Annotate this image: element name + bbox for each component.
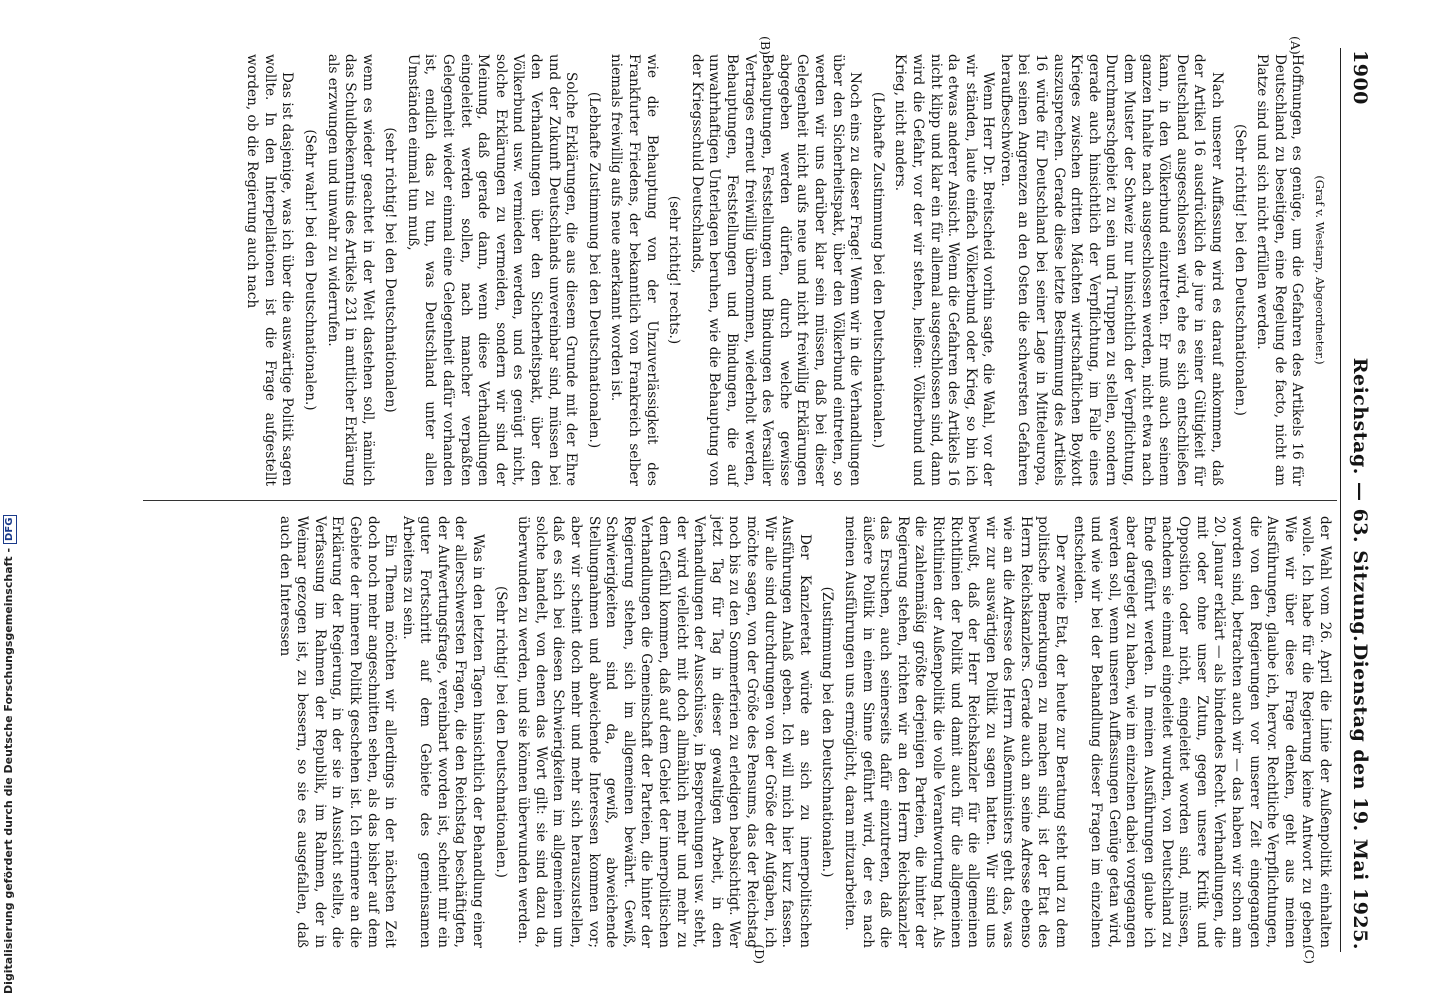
header-rule — [1340, 48, 1341, 952]
interjection: (Lebhafte Zustimmung bei den Deutschnationalen.) — [585, 91, 602, 449]
margin-marker-d: (D) — [752, 944, 767, 964]
interjection: (Lebhafte Zustimmung bei den Deutschnationalen.) — [869, 91, 886, 449]
paragraph: Noch eins zu dieser Frage! Wenn wir in die Verhandlungen über den Sicherheitspakt, über den Völkerbund eintreten, so werden wir uns darüber klar sein müssen, daß bei dieser Gelegenheit nicht aufs neue und nicht freiwillig Erklärungen abgegeben werden dürfen, durch welche gewisse Behauptungen, Feststellungen und Bindungen des Versailler Vertrages erneut freiwillig übernommen, wiederholt werden, Behauptungen, Feststellungen und Bindungen, die auf unwahrhaftigen Unterlagen beruhen, wie die Behauptung von der Kriegsschuld Deutschlands, — [688, 54, 864, 486]
scanned-page — [137, 36, 1377, 964]
interjection: (Sehr wahr! bei den Deutschnationalen.) — [301, 129, 318, 411]
column-divider — [143, 500, 1337, 501]
paragraph: Solche Erklärungen, die aus diesem Grunde mit der Ehre und der Zukunft Deutschlands unvereinbar sind, müssen bei den Verhandlungen über den Sicherheitspakt, über den Völkerbund usw. vermieden werden, und es genügt nicht, solche Erklärungen zu vermeiden, sondern wir sind der Meinung, daß gerade dann, wenn diese Verhandlungen eingeleitet werden sollen, nach mancher verpaßten Gelegenheit wieder einmal eine Gelegenheit dafür vorhanden ist, endlich das zu tun, was Deutschland unter allen Umständen einmal tun muß, — [404, 54, 580, 486]
paragraph: der Wahl vom 26. April die Linie der Außenpolitik einhalten wolle. Ich habe für die Regierung keine Antwort zu geben. Wie wir über diese Frage denken, geht aus meinen Ausführungen, glaube ich, hervor. Rechtliche Verpflichtungen, die von den Regierungen vor unserer Zeit eingegangen worden sind, betrachten auch wir — das haben wir schon am 20. Januar erklärt — als bindendes Recht. Verhandlungen, die mit oder ohne unser Zutun, gegen unsere Kritik und Opposition oder nicht, eingeleitet worden sind, müssen, nachdem sie einmal eingeleitet wurden, von Deutschland zu Ende geführt werden. In meinen Ausführungen glaube ich aber dargelegt zu haben, wie im einzelnen dabei vorgegangen werden soll, wenn unseren Auffassungen Genüge getan wird, und wie wir bei der Behandlung dieser Fragen im einzelnen entscheiden. — [1070, 516, 1333, 948]
session-date: Dienstag den 19. Mai 1925. — [1349, 643, 1371, 950]
dfg-logo: DFG — [3, 515, 17, 544]
left-column — [243, 54, 1333, 486]
margin-marker-a: (A) — [1288, 36, 1303, 55]
interjection: (sehr richtig! rechts.) — [666, 195, 683, 345]
digitization-credit — [2, 515, 17, 994]
paragraph: Der Kanzleretat würde an sich zu innerpolitischen Ausführungen Anlaß geben. Ich will mich hier kurz fassen. Wir alle sind durchdrungen von der Größe der Aufgaben, ich möchte sagen, von der Größe des Pensums, das der Reichstag noch bis zu den Sommerferien zu erledigen beabsichtigt. Wer jetzt Tag für Tag in dieser gewaltigen Arbeit, in den Verhandlungen der Ausschüsse, in Besprechungen usw. steht, der wird vielleicht mit doch allmählich mehr und mehr zu dem Gefühl kommen, daß auf dem Gebiet der innerpolitischen Verhandlungen die Gemeinschaft der Parteien, die hinter der Regierung stehen, sich im allgemeinen bewährt. Gewiß, Schwierigkeiten sind da, gewiß, abweichende Stellungnahmen und abweichende Interessen kommen vor; aber wir scheint doch mehr und mehr sich herauszustellen, daß es sich bei diesen Schwierigkeiten im allgemeinen um solche handelt, von denen das Wort gilt: sie sind dazu da, überwunden zu werden, und sie können überwunden werden. — [515, 516, 813, 948]
right-column — [275, 516, 1333, 948]
interjection: (Sehr richtig! bei den Deutschnationalen.) — [1231, 124, 1248, 416]
page-header — [1341, 50, 1371, 950]
interjection: (Sehr richtig! bei den Deutschnationalen.) — [492, 586, 509, 878]
paragraph: wenn es wieder geachtet in der Welt dastehen soll, nämlich das Schuldbekenntnis des Artikels 231 in amtlicher Erklärung als erzwungen und unwahr zu widerrufen. — [324, 54, 376, 486]
speaker-continuation: (Graf v. Westarp, Abgeordneter.) — [1313, 175, 1327, 365]
margin-marker-b: (B) — [758, 36, 773, 55]
paragraph: Der zweite Etat, der heute zur Beratung steht und zu dem politische Bemerkungen zu machen sind, ist der Etat des Herrn Reichskanzlers. Gerade auch an seine Adresse ebenso wie an die Adresse des Herrn Außenministers geht das, was wir zur auswärtigen Politik zu sagen hatten. Wir sind uns bewußt, daß der Herr Reichskanzler für die allgemeinen Richtlinien der Politik und damit auch für die allgemeinen Richtlinien der Außenpolitik die volle Verantwortung hat. Als die zahlenmäßig größte derjenigen Parteien, die hinter der Regierung stehen, richten wir an den Herrn Reichskanzler das Ersuchen, auch seinerseits dafür einzutreten, daß die äußere Politik in einem Sinne geführt wird, der es nach meinen Ausführungen uns ermöglicht, daran mitzuarbeiten. — [841, 516, 1070, 948]
interjection: (Zustimmung bei den Deutschnationalen.) — [819, 586, 836, 878]
paragraph: Hoffnungen, es genüge, um die Gefahren des Artikels 16 für Deutschland zu beseitigen, eine Regelung de facto, nicht am Platze sind und sich nicht erfüllen werden. — [1254, 54, 1306, 486]
paragraph: Ein Thema möchten wir allerdings in der nächsten Zeit doch noch mehr angeschnitten sehen, als das bisher auf dem Gebiete der inneren Politik geschehen ist. Ich erinnere an die Erklärung der Regierung, in der sie in Aussicht stellte, die Verfassung im Rahmen der Republik, im Rahmen, der in Weimar gezogen ist, zu bessern, so sie es ausgefallen, daß auch den Interessen — [276, 516, 399, 948]
paragraph: Was in den letzten Tagen hinsichtlich der Behandlung einer der allerschwersten Fragen, die den Reichstag beschäftigten, der Aufwertungsfrage, vereinbart worden ist, scheint mir ein guter Fortschritt auf dem Gebiete des gemeinsamen Arbeitens zu sein. — [399, 516, 487, 948]
page-number: 1900 — [1349, 50, 1371, 105]
credit-text: Digitalisierung gefördert durch die Deutsche Forschungsgemeinschaft - — [2, 547, 15, 994]
paragraph: Wenn Herr Dr. Breitscheid vorhin sagte, die Wahl, vor der wir ständen, laute einfach Völkerbund oder Krieg, so bin ich da etwas anderer Ansicht. Wenn die Gefahren des Artikels 16 nicht klipp und klar ein für allemal ausgeschlossen sind, dann wird die Gefahr, vor der wir stehen, heißen: Völkerbund und Krieg, nicht anders. — [892, 54, 997, 486]
paragraph: Nach unserer Auffassung wird es darauf ankommen, daß der Artikel 16 ausdrücklich de jure in seiner Gültigkeit für Deutschland ausgeschlossen wird, ehe es sich entschließen kann, in den Völkerbund einzutreten. Er muß auch seinem ganzen Inhalte nach ausgeschlossen werden, nicht etwa nach dem Muster der Schweiz nur hinsichtlich der Verpflichtung, Durchmarschgebiet zu sein und Truppen zu stellen, sondern gerade auch hinsichtlich der Verpflichtung, im Falle eines Krieges zwischen dritten Mächten wirtschaftlichen Boykott auszusprechen. Gerade diese letzte Bestimmung des Artikels 16 würde für Deutschland bei seiner Lage in Mitteleuropa, bei seinen Angrenzen an den Osten die schwersten Gefahren heraufbeschwören. — [997, 54, 1226, 486]
paragraph: Das ist dasjenige, was ich über die auswärtige Politik sagen wollte. In den Interpellationen ist die Frage aufgestellt worden, ob die Regierung auch nach — [244, 54, 296, 486]
session-title: Reichstag. — 63. Sitzung. — [1349, 357, 1371, 643]
interjection: (sehr richtig! bei den Deutschnationalen) — [382, 127, 399, 413]
paragraph: wie die Behauptung von der Unzuverlässigkeit des Frankfurter Friedens, der bekanntlich von Frankreich selber niemals freiwillig aufs neue anerkannt worden ist. — [608, 54, 660, 486]
margin-marker-c: (C) — [1302, 944, 1317, 964]
